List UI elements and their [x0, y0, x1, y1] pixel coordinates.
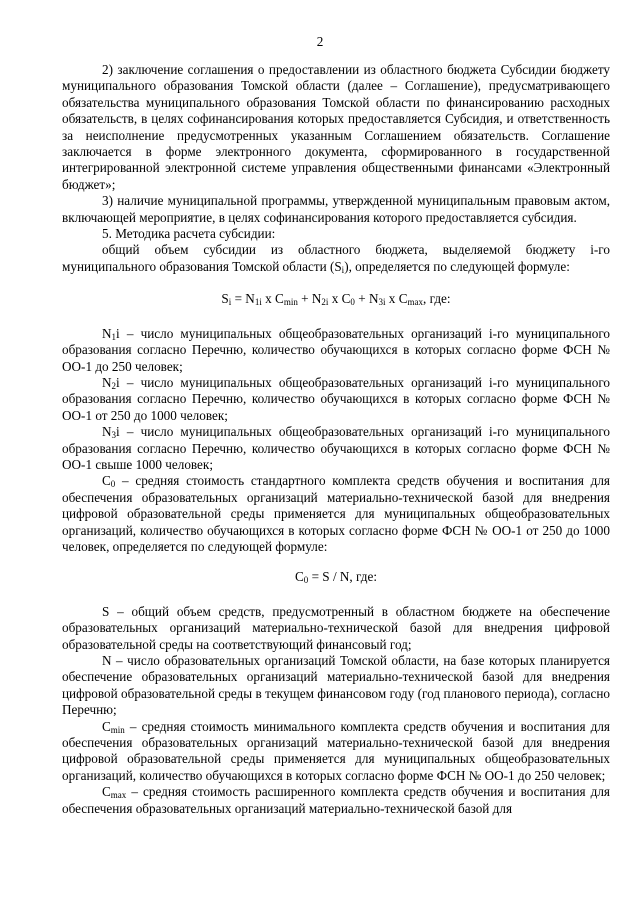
formula1-x3: x C [385, 291, 408, 307]
formula1-n1-sub: 1i [254, 297, 262, 308]
total-text-b: ), определяется по следующей формуле: [344, 258, 570, 274]
definition-s: S – общий объем средств, предусмотренный в областном бюджете на обеспечение образовательных организаций материально-технической базой для внедрения цифровой образовательной среды на соответствующий финансовый год; [62, 603, 610, 652]
formula1-n2-sub: 2i [321, 297, 329, 308]
definition-n1 [62, 326, 610, 375]
formula1-plus2: + N [354, 291, 379, 307]
definition-cmax [62, 784, 610, 817]
formula1-plus1: + N [297, 291, 322, 307]
def-cmax-text: – средняя стоимость расширенного комплекта средств обучения и воспитания для обеспечения образовательных организаций материально-технической базой для [62, 784, 610, 816]
def-cmax-sub: max [110, 790, 127, 801]
def-c0-text: – средняя стоимость стандартного комплекта средств обучения и воспитания для обеспечения образовательных организаций материально-технической базой для внедрения цифровой образовательной среды применяется для муниципальных общеобразовательных организаций, количество обучающихся в которых согласно форме ФСН № ОО-1 от 250 до 1000 человек, определяется по следующей формуле: [62, 473, 610, 554]
def-c0-sym: C [102, 473, 111, 489]
page-number: 2 [316, 34, 324, 49]
def-n2-sym: N [102, 374, 112, 390]
paragraph-total-subsidy [62, 242, 610, 275]
formula1-c0-sub: 0 [350, 297, 355, 308]
def-cmin-sub: min [110, 724, 125, 735]
definition-n3 [62, 424, 610, 473]
formula-c0 [62, 569, 610, 585]
formula1-eq: = N [231, 291, 255, 307]
def-n2-text: i – число муниципальных общеобразовательных организаций i-го муниципального образования согласно Перечню, количество обучающихся в которых согласно форме ФСН № ОО-1 от 250 до 1000 человек; [62, 374, 610, 423]
definition-n: N – число образовательных организаций Томской области, на базе которых планируется обеспечение образовательных организаций материально-технической базой для внедрения цифровой образовательной среды в текущем финансовом году (год планового периода), согласно Перечню; [62, 653, 610, 718]
formula2-c: C [294, 569, 304, 585]
document-body [62, 62, 610, 817]
def-n3-text: i – число муниципальных общеобразовательных организаций i-го муниципального образования согласно Перечню, количество обучающихся в которых согласно форме ФСН № ОО-1 свыше 1000 человек; [62, 424, 610, 472]
formula1-s: S [221, 291, 229, 307]
def-cmin-text: – средняя стоимость минимального комплекта средств обучения и воспитания для обеспечения образовательных организаций материально-технической базой для внедрения цифровой образовательной среды применяется для муниципальных общеобразовательных организаций, количество обучающихся в которых согласно форме ФСН № ОО-1 до 250 человек; [62, 718, 610, 783]
formula-subsidy [62, 291, 610, 307]
def-n1-sub: 1 [111, 331, 117, 342]
paragraph-item-3: 3) наличие муниципальной программы, утвержденной муниципальным правовым актом, включающей мероприятие, в целях софинансирования которого предоставляется субсидия. [62, 193, 610, 225]
def-c0-sub: 0 [110, 479, 116, 490]
formula1-cmax-sub: max [407, 297, 423, 308]
def-n1-sym: N [102, 325, 112, 341]
definition-n2 [62, 375, 610, 424]
def-cmin-sym: C [102, 718, 111, 734]
def-n1-text: i – число муниципальных общеобразовательных организаций i-го муниципального образования согласно Перечню, количество обучающихся в которых согласно форме ФСН № ОО-1 до 250 человек; [62, 325, 610, 374]
total-text-a: общий объем субсидии из областного бюджета, выделяемой бюджету i-го муниципального образования Томской области (S [62, 242, 610, 274]
def-cmax-sym: C [102, 784, 111, 800]
paragraph-item-2: 2) заключение соглашения о предоставлении из областного бюджета Субсидии бюджету муниципального образования Томской области (далее – Соглашение), предусматривающего обязательства муниципального образования Томской области по финансированию расходных обязательств, в целях софинансирования которых предоставляется Субсидия, и ответственность за неисполнение предусмотренных указанным Соглашением обязательств. Соглашение заключается в форме электронного документа, сформированного в государственной интегрированной электронной системе управления общественными финансами «Электронный бюджет»; [62, 62, 610, 192]
formula1-n3-sub: 3i [378, 297, 386, 308]
def-n3-sub: 3 [111, 430, 117, 441]
formula1-tail: , где: [422, 291, 451, 307]
def-n3-sym: N [102, 424, 112, 440]
definition-c0 [62, 473, 610, 555]
total-sub: i [341, 264, 345, 275]
def-n2-sub: 2 [111, 380, 117, 391]
formula1-x2: x C [328, 291, 351, 307]
formula1-s-sub: i [228, 297, 232, 308]
formula1-cmin-sub: min [283, 297, 298, 308]
formula2-rest: = S / N, где: [308, 569, 377, 585]
definition-cmin [62, 719, 610, 785]
formula2-c-sub: 0 [303, 575, 309, 586]
section-5-heading: 5. Методика расчета субсидии: [102, 226, 276, 242]
formula1-x1: x C [261, 291, 284, 307]
